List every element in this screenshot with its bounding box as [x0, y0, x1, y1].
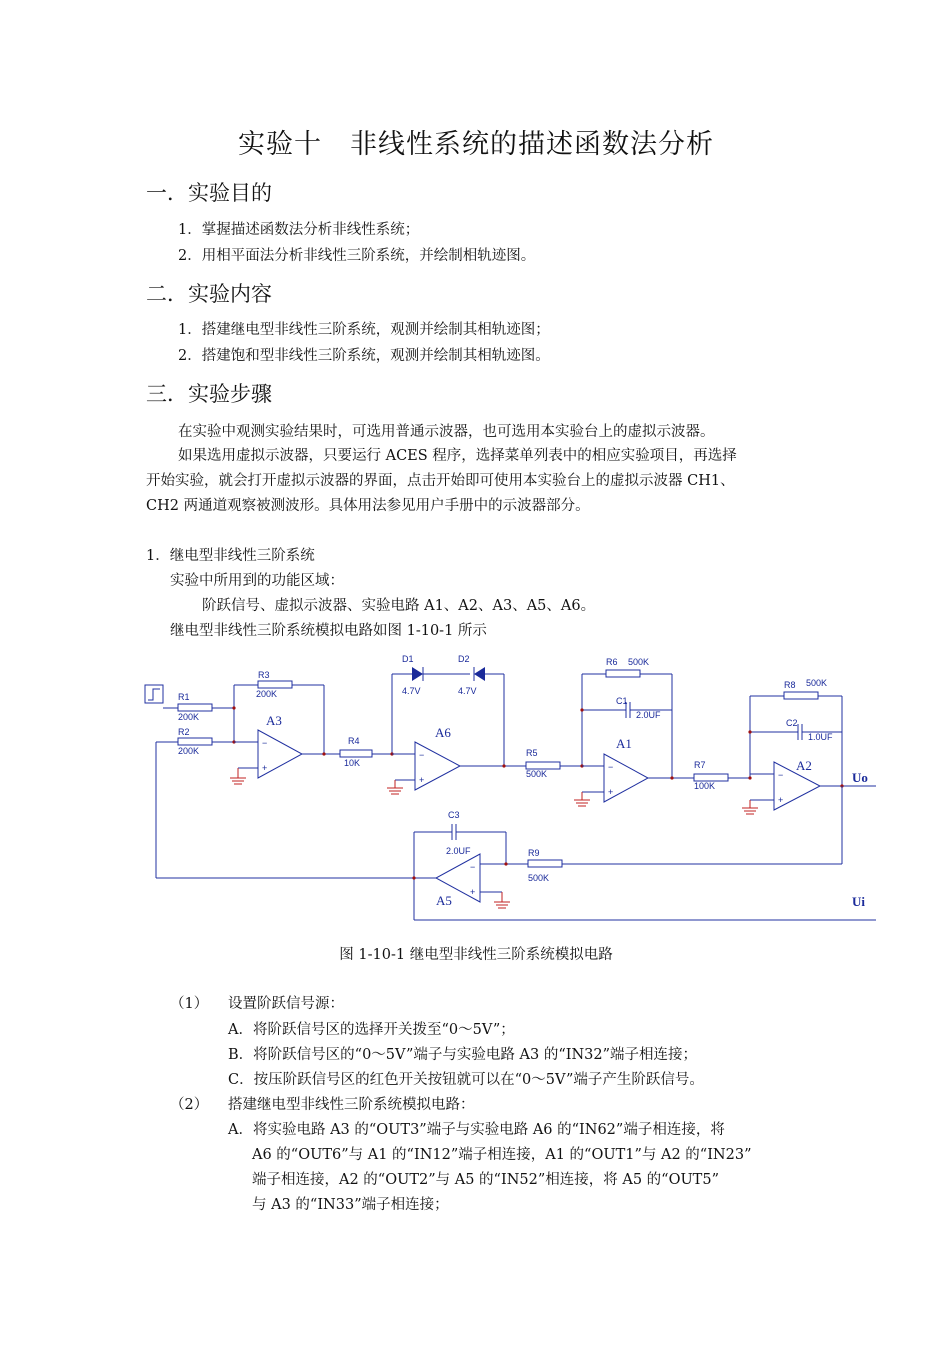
value-r6: 500K	[628, 657, 650, 667]
subsection-heading: 1．继电型非线性三阶系统	[146, 548, 315, 564]
label-a2: A2	[796, 758, 812, 773]
label-a6: A6	[435, 725, 451, 740]
label-c3: C3	[448, 810, 460, 820]
step-source-icon	[145, 685, 163, 703]
paragraph: 在实验中观测实验结果时，可选用普通示波器，也可选用本实验台上的虚拟示波器。	[178, 424, 715, 440]
value-r7: 100K	[694, 781, 716, 791]
resistor-r8	[784, 692, 818, 699]
resistor-r7	[694, 774, 728, 781]
value-r8: 500K	[806, 678, 828, 688]
opamp-minus: −	[778, 770, 784, 780]
step-number: （1）	[170, 996, 209, 1012]
step-item: A．将实验电路 A3 的“OUT3”端子与实验电路 A6 的“IN62”端子相连接，将	[228, 1122, 725, 1138]
value-r9: 500K	[528, 873, 550, 883]
label-a1: A1	[616, 736, 632, 751]
step-title: 搭建继电型非线性三阶系统模拟电路：	[228, 1097, 475, 1113]
label-r5: R5	[526, 748, 538, 758]
opamp-plus: +	[608, 787, 614, 797]
paragraph: 如果选用虚拟示波器，只要运行 ACES 程序，选择菜单列表中的相应实验项目，再选择	[178, 448, 737, 464]
value-r5: 500K	[526, 769, 548, 779]
label-r9: R9	[528, 848, 540, 858]
opamp-plus: +	[778, 795, 784, 805]
content-item: 2．搭建饱和型非线性三阶系统，观测并绘制其相轨迹图。	[178, 348, 550, 364]
step-item: A．将阶跃信号区的选择开关拨至“0～5V”；	[228, 1022, 515, 1038]
label-r2: R2	[178, 727, 190, 737]
label-uo: Uo	[852, 770, 868, 785]
label-r1: R1	[178, 692, 190, 702]
value-c3: 2.0UF	[446, 846, 471, 856]
step-item: 与 A3 的“IN33”端子相连接；	[252, 1197, 449, 1213]
label-r8: R8	[784, 680, 796, 690]
label-c2: C2	[786, 718, 798, 728]
circuit-diagram	[130, 640, 890, 930]
opamp-plus: +	[262, 763, 268, 773]
value-r4: 10K	[344, 758, 361, 768]
value-d1: 4.7V	[402, 686, 421, 696]
opamp-plus: +	[419, 775, 425, 785]
step-item: A6 的“OUT6”与 A1 的“IN12”端子相连接，A1 的“OUT1”与 A2 的“IN23”	[252, 1147, 752, 1163]
resistor-r3	[258, 681, 292, 688]
opamp-minus: −	[262, 738, 268, 748]
value-r1: 200K	[178, 712, 200, 722]
resistor-r1	[178, 704, 212, 711]
zener-diode-d2-icon	[474, 667, 485, 681]
value-c1: 2.0UF	[636, 710, 661, 720]
paragraph: 实验中所用到的功能区域：	[170, 573, 344, 589]
label-a5: A5	[436, 893, 452, 908]
label-d2: D2	[458, 654, 470, 664]
objective-item: 2．用相平面法分析非线性三阶系统，并绘制相轨迹图。	[178, 248, 536, 264]
paragraph: 阶跃信号、虚拟示波器、实验电路 A1、A2、A3、A5、A6。	[202, 598, 596, 614]
resistor-r2	[178, 738, 212, 745]
step-number: （2）	[170, 1097, 209, 1113]
label-a3: A3	[266, 713, 282, 728]
section-heading-objectives: 一．实验目的	[146, 181, 272, 205]
resistor-r4	[340, 750, 372, 757]
objective-item: 1．掌握描述函数法分析非线性系统；	[178, 222, 420, 238]
step-item: C．按压阶跃信号区的红色开关按钮就可以在“0～5V”端子产生阶跃信号。	[228, 1072, 704, 1088]
resistor-r6	[606, 670, 640, 677]
section-heading-contents: 二．实验内容	[146, 282, 272, 306]
value-c2: 1.0UF	[808, 732, 833, 742]
content-item: 1．搭建继电型非线性三阶系统，观测并绘制其相轨迹图；	[178, 322, 550, 338]
value-d2: 4.7V	[458, 686, 477, 696]
zener-diode-d1-icon	[412, 667, 423, 681]
value-r3: 200K	[256, 689, 278, 699]
resistor-r5	[526, 762, 560, 769]
step-title: 设置阶跃信号源：	[228, 996, 344, 1012]
step-item: 端子相连接，A2 的“OUT2”与 A5 的“IN52”相连接，将 A5 的“OUT5”	[252, 1172, 719, 1188]
page-title: 实验十 非线性系统的描述函数法分析	[238, 129, 714, 160]
section-heading-steps: 三．实验步骤	[146, 382, 272, 406]
paragraph: 继电型非线性三阶系统模拟电路如图 1-10-1 所示	[170, 623, 487, 639]
label-c1: C1	[616, 696, 628, 706]
label-r4: R4	[348, 736, 360, 746]
opamp-minus: −	[608, 762, 614, 772]
paragraph: 开始实验，就会打开虚拟示波器的界面，点击开始即可使用本实验台上的虚拟示波器 CH1、	[146, 473, 735, 489]
paragraph: CH2 两通道观察被测波形。具体用法参见用户手册中的示波器部分。	[146, 498, 590, 514]
label-ui: Ui	[852, 894, 865, 909]
step-item: B．将阶跃信号区的“0～5V”端子与实验电路 A3 的“IN32”端子相连接；	[228, 1047, 698, 1063]
value-r2: 200K	[178, 746, 200, 756]
label-d1: D1	[402, 654, 414, 664]
label-r3: R3	[258, 670, 270, 680]
label-r6: R6	[606, 657, 618, 667]
figure-caption: 图 1-10-1 继电型非线性三阶系统模拟电路	[339, 947, 613, 963]
resistor-r9	[528, 860, 562, 867]
opamp-minus: −	[419, 750, 425, 760]
opamp-plus: +	[470, 887, 476, 897]
opamp-minus: −	[470, 862, 476, 872]
label-r7: R7	[694, 760, 706, 770]
